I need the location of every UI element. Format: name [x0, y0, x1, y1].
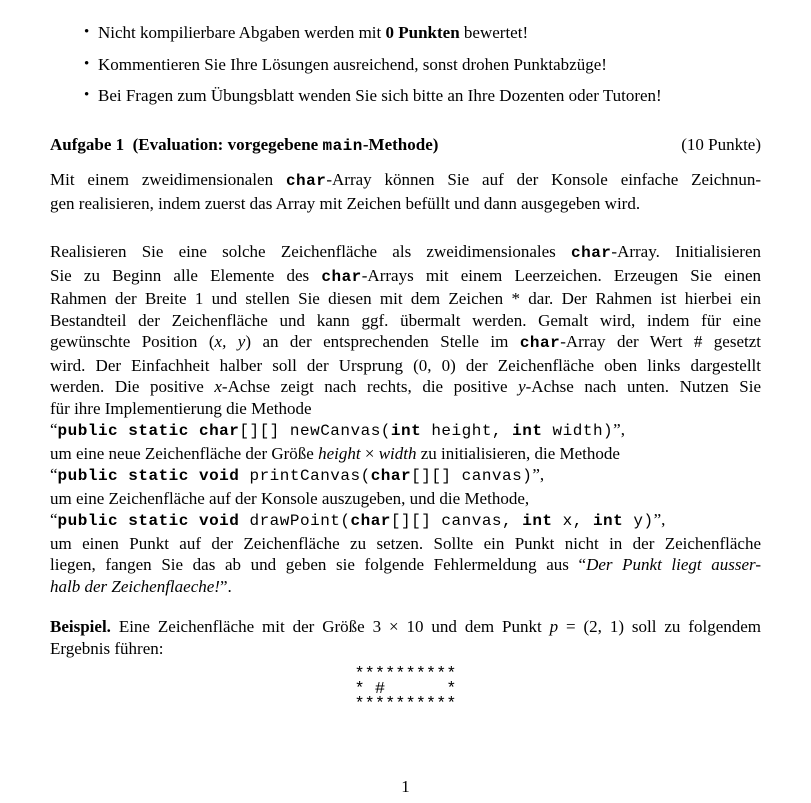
task-title: Aufgabe 1 (Evaluation: vorgegebene main-Methode) [50, 134, 439, 155]
text-line: Rahmen der Breite 1 und stellen Sie diesen mit dem Zeichen * dar. Der Rahmen ist hierbei ein [50, 289, 761, 308]
ascii-art-line: * # * [354, 680, 457, 699]
text-line: gen realisieren, indem zuerst das Array mit Zeichen befüllt und dann ausgegeben wird. [50, 193, 641, 213]
text-line: liegen, fangen Sie das ab und geben sie folgende Fehlermeldung aus “Der Punkt liegt ausser- [50, 555, 761, 574]
bullet-item [84, 85, 761, 107]
text-line: Beispiel. Eine Zeichenfläche mit der Größe 3 × 10 und dem Punkt p = (2, 1) soll zu folgendem [50, 617, 762, 636]
text-line: werden. Die positive x-Achse zeigt nach rechts, die positive y-Achse nach unten. Nutzen Sie [50, 377, 761, 396]
code-signature-printCanvas: “public static void printCanvas(char[][] canvas)”, [50, 465, 545, 485]
page-number: 1 [401, 777, 410, 796]
text-line: um einen Punkt auf der Zeichenfläche zu setzen. Sollte ein Punkt nicht in der Zeichenfläche [50, 533, 761, 553]
text-line: gewünschte Position (x, y) an der entsprechenden Stelle im char-Array der Wert # gesetzt [50, 332, 762, 352]
bullet-icon: • [84, 55, 90, 72]
bullet-icon: • [84, 24, 90, 40]
ascii-art-line: ********** [354, 695, 457, 714]
points-label: (10 Punkte) [681, 134, 761, 154]
bullet-text: Bei Fragen zum Übungsblatt wenden Sie sich bitte an Ihre Dozenten oder Tutoren! [98, 86, 662, 105]
text-line: Sie zu Beginn alle Elemente des char-Arrays mit einem Leerzeichen. Erzeugen Sie einen [50, 265, 761, 286]
bullet-item [84, 54, 761, 76]
task-heading [50, 134, 761, 158]
example-paragraph [50, 616, 761, 659]
text-line: halb der Zeichenflaeche!”. [50, 576, 232, 596]
code-signature-newCanvas: “public static char[][] newCanvas(int height, int width)”, [50, 420, 625, 440]
bullet-text: Nicht kompilierbare Abgaben werden mit 0 Punkten bewertet! [98, 23, 529, 42]
bullet-text: Kommentieren Sie Ihre Lösungen ausreichend, sonst drohen Punktabzüge! [98, 54, 607, 74]
code-signature-drawPoint: “public static void drawPoint(char[][] canvas, int x, int y)”, [50, 510, 666, 530]
text-line: Realisieren Sie eine solche Zeichenfläche als zweidimensionales char-Array. Initialisieren [50, 242, 761, 262]
example-output [50, 667, 761, 712]
bullet-icon: • [84, 87, 90, 103]
text-line: Bestandteil der Zeichenfläche und kann ggf. übermalt werden. Gemalt wird, indem für eine [50, 310, 761, 330]
text-line: wird. Der Einfachheit halber soll der Ursprung (0, 0) der Zeichenfläche oben links dargestellt [50, 355, 761, 375]
task-description-paragraph [50, 241, 761, 597]
text-line: um eine Zeichenfläche auf der Konsole auszugeben, und die Methode, [50, 488, 530, 508]
bullet-item [84, 22, 761, 44]
text-line: Ergebnis führen: [50, 638, 164, 658]
text-line: Mit einem zweidimensionalen char-Array können Sie auf der Konsole einfache Zeichnun- [50, 170, 761, 190]
text-line: um eine neue Zeichenfläche der Größe height × width zu initialisieren, die Methode [50, 443, 620, 463]
intro-paragraph [50, 169, 761, 214]
bullet-list [50, 22, 761, 107]
text-line: für ihre Implementierung die Methode [50, 398, 312, 418]
ascii-art-line: ********** [354, 665, 457, 684]
